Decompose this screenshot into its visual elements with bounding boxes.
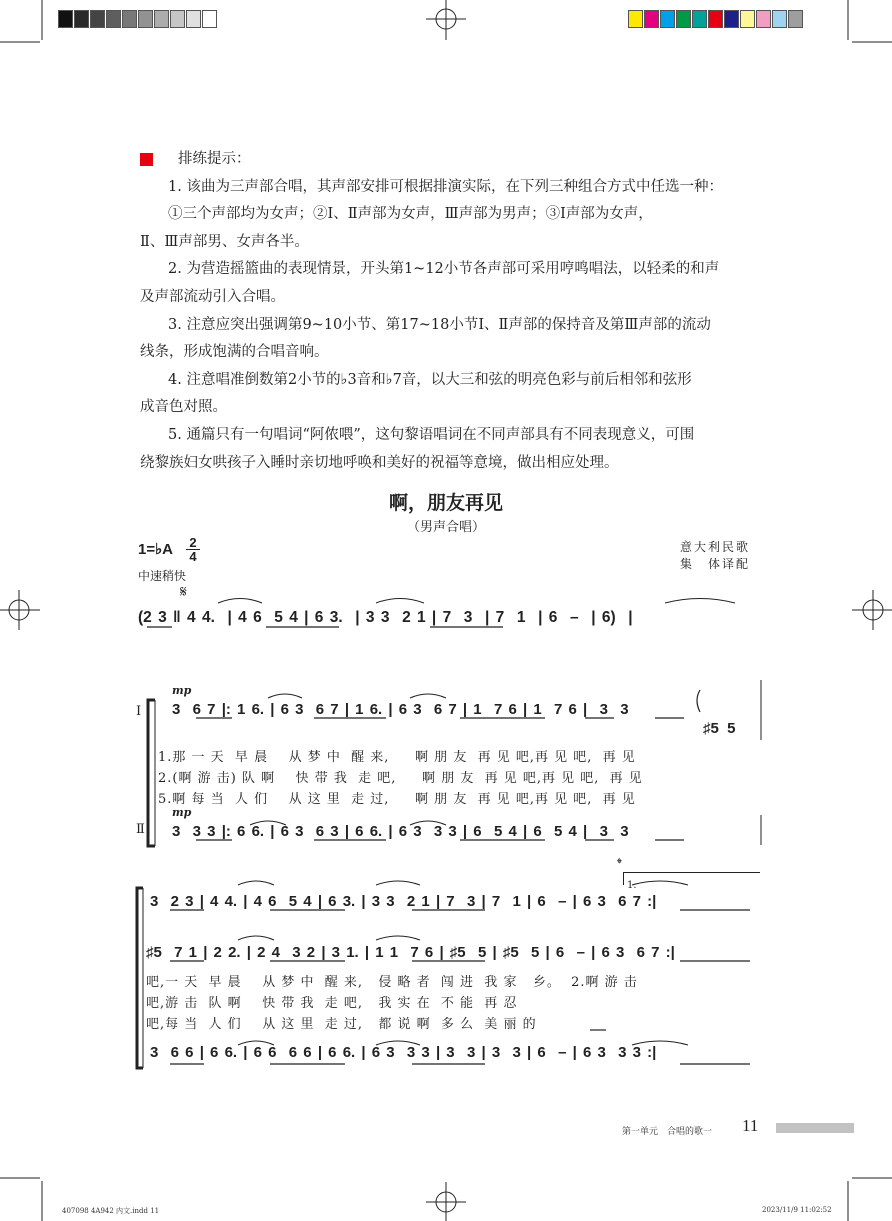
coda-sign: 𝄌	[617, 856, 622, 872]
part1-label: Ⅰ	[136, 704, 142, 719]
system1-lyric-verse5: 5.啊 每 当 人 们 从 这 里 走 过, 啊 朋 友 再 见 吧,再 见 吧, 再 见	[158, 792, 636, 807]
tip-line: 4. 注意唱准倒数第2小节的♭3音和♭7音，以大三和弦的明亮色彩与前后相邻和弦形	[168, 371, 692, 388]
tip-line: Ⅱ、Ⅲ声部男、女声各半。	[140, 233, 309, 250]
print-timestamp: 2023/11/9 11:02:52	[762, 1206, 832, 1214]
tip-line: 2. 为营造摇篮曲的表现情景，开头第1~12小节各声部可采用哼鸣唱法，以轻柔的和声	[168, 261, 720, 278]
song-arranger: 集 体译配	[680, 557, 751, 571]
system2-middle-notation: ♯5 7 1 | 2 2. | 2 4 3 2 | 3 1. | 1 1 7 6 | ♯5 5 | ♯5 5 | 6 – | 6 3 6 7 :|	[146, 944, 675, 961]
segno-sign: 𝄋	[180, 582, 187, 601]
tip-line: 5. 通篇只有一句唱词“阿侬喂”，这句黎语唱词在不同声部具有不同表现意义，可围	[168, 426, 695, 443]
unit-label: 第一单元 合唱的歌一	[622, 1127, 713, 1137]
time-top: 2	[186, 536, 200, 550]
file-name: 407098 4A942 内文.indd 11	[62, 1207, 160, 1215]
tempo-marking: 中速稍快	[138, 569, 187, 583]
system1-upper-alt-notation: ♯5 5	[703, 720, 736, 737]
system1-upper-notation: 3 6 7 |: 1 6. | 6 3 6 7 | 1 6. | 6 3 6 7 | 1 7 6 | 1 7 6 | 3 3	[172, 701, 629, 718]
song-subtitle: （男声合唱）	[406, 520, 485, 535]
song-title: 啊，朋友再见	[388, 492, 503, 514]
volta-label: 1.	[627, 880, 637, 891]
intro-notation: (2 3 ‖ 4 4. | 4 6 5 4 | 6 3. | 3 3 2 1 | 7 3 | 7 1 | 6 – | 6) |	[138, 609, 633, 626]
system2-lower-notation: 3 6 6 | 6 6. | 6 6 6 6 | 6 6. | 6 3 3 3 | 3 3 | 3 3 | 6 – | 6 3 3 3 :|	[150, 1044, 657, 1061]
dynamic-mp: mp	[172, 684, 192, 697]
tip-line: 成音色对照。	[140, 399, 227, 416]
system2-lyric-verse5: 吧,每 当 人 们 从 这 里 走 过, 都 说 啊 多 么 美 丽 的	[146, 1017, 537, 1032]
key: 1=♭A	[138, 541, 174, 558]
tips-heading: 排练提示：	[178, 151, 251, 167]
time-bottom: 4	[189, 549, 197, 564]
tip-line: 绕黎族妇女哄孩子入睡时亲切地呼唤和美好的祝福等意境，做出相应处理。	[140, 454, 619, 471]
system2-lyric-verse1: 吧,一 天 早 晨 从 梦 中 醒 来, 侵 略 者 闯 进 我 家 乡。 2.啊 游 击	[146, 975, 638, 990]
tip-line: ①三个声部均为女声；②Ⅰ、Ⅱ声部为女声，Ⅲ声部为男声；③Ⅰ声部为女声，	[168, 206, 653, 223]
system2-lyric-verse2: 吧,游 击 队 啊 快 带 我 走 吧, 我 实 在 不 能 再 忍	[146, 996, 518, 1011]
tip-line: 及声部流动引入合唱。	[140, 288, 285, 305]
tip-line: 1. 该曲为三声部合唱，其声部安排可根据排演实际，在下列三种组合方式中任选一种：	[168, 178, 723, 195]
tip-line: 线条，形成饱满的合唱音响。	[140, 344, 329, 361]
part2-label: Ⅱ	[136, 822, 145, 837]
page-tab	[776, 1123, 854, 1133]
dynamic-mp: mp	[172, 806, 192, 819]
system1-lyric-verse2: 2.(啊 游 击) 队 啊 快 带 我 走 吧, 啊 朋 友 再 见 吧,再 见 吧, 再 见	[158, 771, 643, 786]
system2-upper-notation: 3 2 3 | 4 4. | 4 6 5 4 | 6 3. | 3 3 2 1 | 7 3 | 7 1 | 6 – | 6 3 6 7 :|	[150, 893, 657, 910]
system1-lyric-verse1: 1.那 一 天 早 晨 从 梦 中 醒 来, 啊 朋 友 再 见 吧,再 见 吧, 再 见	[158, 750, 636, 765]
system1-lower-notation: 3 3 3 |: 6 6. | 6 3 6 3 | 6 6. | 6 3 3 3 | 6 5 4 | 6 5 4 | 3 3	[172, 823, 629, 840]
tip-line: 3. 注意应突出强调第9~10小节、第17~18小节Ⅰ、Ⅱ声部的保持音及第Ⅲ声部的流动	[168, 316, 711, 333]
song-origin: 意大利民歌	[680, 540, 751, 554]
page-number: 11	[742, 1116, 759, 1135]
